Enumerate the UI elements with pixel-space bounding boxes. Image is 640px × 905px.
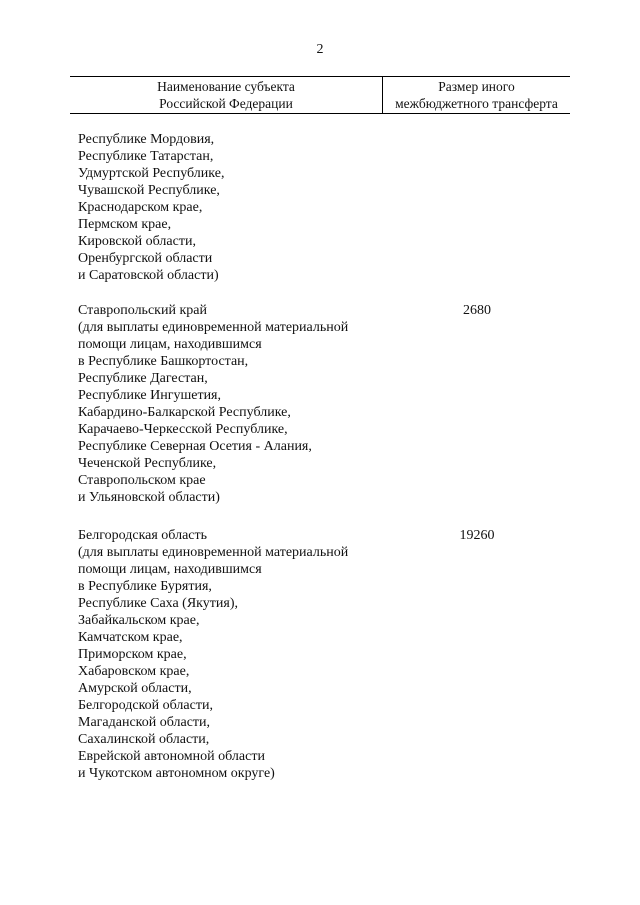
table-header bbox=[70, 76, 570, 114]
entry-line: Забайкальском крае, bbox=[78, 613, 200, 628]
entry-line: и Саратовской области) bbox=[78, 268, 219, 283]
entry-line: в Республике Башкортостан, bbox=[78, 354, 249, 369]
entry-line: Республике Дагестан, bbox=[78, 371, 208, 386]
table-entry-belgorod bbox=[78, 527, 570, 782]
entry-line: в Республике Бурятия, bbox=[78, 579, 212, 594]
entry-line: Удмуртской Республике, bbox=[78, 166, 225, 181]
entry-line: Кировской области, bbox=[78, 234, 196, 249]
table-entry-continuation bbox=[78, 131, 570, 284]
entry-line: и Ульяновской области) bbox=[78, 490, 220, 505]
entry-line: Карачаево-Черкесской Республике, bbox=[78, 422, 288, 437]
entry-amount: 2680 bbox=[463, 303, 491, 318]
entry-line: помощи лицам, находившимся bbox=[78, 337, 262, 352]
entry-line: Пермском крае, bbox=[78, 217, 172, 232]
entry-line: Республике Ингушетия, bbox=[78, 388, 221, 403]
entry-subject-text bbox=[78, 302, 570, 506]
header-subject-line: Наименование субъекта bbox=[157, 79, 295, 94]
entry-line: Приморском крае, bbox=[78, 647, 187, 662]
entry-line: и Чукотском автономном округе) bbox=[78, 766, 275, 781]
entry-line: Хабаровском крае, bbox=[78, 664, 190, 679]
entry-line: Чеченской Республике, bbox=[78, 456, 217, 471]
entry-line: Республике Мордовия, bbox=[78, 132, 215, 147]
entry-line: Сахалинской области, bbox=[78, 732, 210, 747]
header-subject-column bbox=[70, 77, 382, 115]
entry-line: Ставропольский край bbox=[78, 303, 207, 318]
entry-subject-text bbox=[78, 527, 570, 782]
header-amount-line: Размер иного bbox=[438, 79, 515, 94]
entry-line: Чувашской Республике, bbox=[78, 183, 220, 198]
entry-line: Белгородской области, bbox=[78, 698, 213, 713]
header-amount-column bbox=[383, 77, 570, 115]
entry-subject-text bbox=[78, 131, 570, 284]
entry-line: Магаданской области, bbox=[78, 715, 211, 730]
entry-line: (для выплаты единовременной материальной bbox=[78, 320, 349, 335]
entry-line: Республике Северная Осетия - Алания, bbox=[78, 439, 312, 454]
header-subject-line: Российской Федерации bbox=[159, 95, 293, 111]
entry-line: Республике Татарстан, bbox=[78, 149, 214, 164]
entry-line: Амурской области, bbox=[78, 681, 192, 696]
entry-line: Республике Саха (Якутия), bbox=[78, 596, 239, 611]
entry-line: Кабардино-Балкарской Республике, bbox=[78, 405, 291, 420]
entry-line: Белгородская область bbox=[78, 528, 208, 543]
entry-line: Ставропольском крае bbox=[78, 473, 206, 488]
header-amount-line: межбюджетного трансферта bbox=[395, 95, 558, 111]
entry-line: Еврейской автономной области bbox=[78, 749, 265, 764]
entry-line: помощи лицам, находившимся bbox=[78, 562, 262, 577]
table-entry-stavropol bbox=[78, 302, 570, 506]
entry-line: (для выплаты единовременной материальной bbox=[78, 545, 349, 560]
entry-line: Оренбургской области bbox=[78, 251, 213, 266]
entry-line: Краснодарском крае, bbox=[78, 200, 203, 215]
entry-amount: 19260 bbox=[459, 528, 495, 543]
entry-line: Камчатском крае, bbox=[78, 630, 183, 645]
page-number: 2 bbox=[316, 42, 324, 57]
